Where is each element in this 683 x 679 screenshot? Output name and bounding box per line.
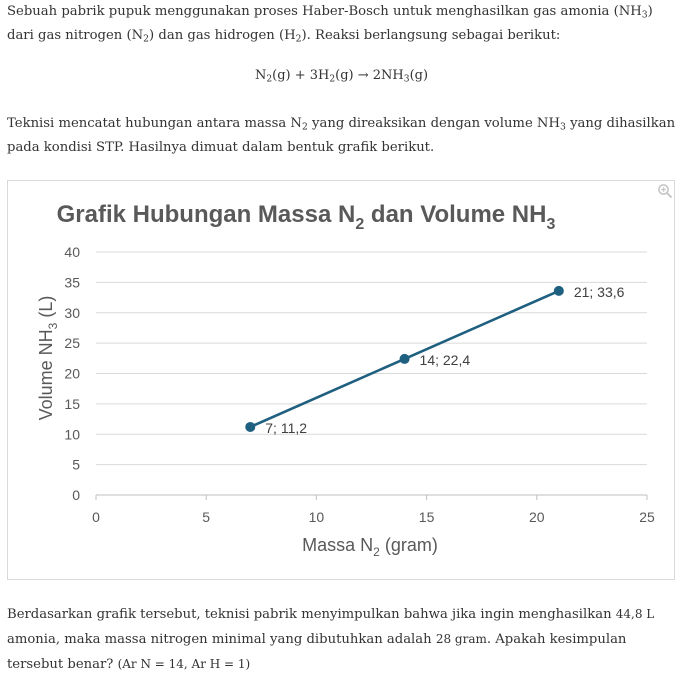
data-point [400,354,410,364]
chart-svg [8,181,674,579]
y-tick-label: 15 [64,395,80,412]
intro-text-1: Sebuah pabrik pupuk menggunakan proses Haber-Bosch untuk menghasilkan gas amonia (NH [7,4,642,19]
record-sub-1: 2 [301,121,308,133]
conclusion-mass: 28 gram [435,632,487,646]
zoom-in-icon[interactable] [657,183,673,199]
tick-labels [64,244,655,525]
conclusion-atomic-mass: (Ar N = 14, Ar H = 1) [117,657,251,671]
x-tick-label: 20 [529,509,545,525]
chart-title-sub-2: 3 [546,216,556,233]
y-axis-label-text: Volume NH [36,329,56,421]
data-point [554,286,564,296]
x-tick-label: 25 [639,509,655,525]
data-series [245,284,624,436]
eq-h2-sub: 2 [329,74,336,85]
chart-title [57,201,556,233]
y-tick-label: 0 [72,487,80,503]
eq-nh3-state: (g) [409,68,429,83]
x-axis-label-sub: 2 [373,545,380,559]
conclusion-text-1: Berdasarkan grafik tersebut, teknisi pabrik menyimpulkan bahwa jika ingin menghasilkan [7,607,616,622]
reaction-equation [0,68,683,83]
x-tick-label: 10 [308,509,325,525]
gridlines [96,252,647,465]
record-paragraph [7,112,679,160]
eq-n2-state: (g) + 3H [272,68,330,83]
eq-n2-sub: 2 [266,74,273,85]
eq-nh3-sub: 3 [403,74,410,85]
x-axis-label [302,535,438,559]
record-text-2: yang direaksikan dengan volume NH [307,116,560,131]
data-label: 7; 11,2 [265,419,308,436]
zoom-in-icon-graphic [657,183,673,199]
eq-n2: N [254,68,267,83]
data-label: 14; 22,4 [419,351,471,368]
chart-title-text-1: Grafik Hubungan Massa N [56,201,356,228]
y-tick-label: 40 [64,244,80,260]
intro-paragraph [7,0,679,48]
chart-title-text-2: dan Volume NH [364,201,547,228]
x-axis-label-text: Massa N [302,535,374,555]
conclusion-paragraph [7,602,679,677]
y-tick-label: 20 [64,365,80,382]
conclusion-volume: 44,8 L [615,607,655,621]
y-axis-label [36,296,60,421]
y-tick-label: 30 [64,304,80,321]
intro-sub-1: 3 [641,9,648,21]
record-text-1: Teknisi mencatat hubungan antara massa N [7,116,302,131]
y-axis-label-sub: 3 [46,322,60,330]
x-tick-label: 5 [202,509,211,525]
intro-text-2: ) dari gas nitrogen (N [7,4,653,43]
data-label: 21; 33,6 [573,283,625,300]
eq-h2-state: (g) → 2NH [335,68,404,83]
y-tick-label: 25 [64,335,80,352]
y-tick-label: 10 [64,426,80,443]
y-axis-label-end: (L) [36,295,56,323]
intro-text-4: ). Reaksi berlangsung sebagai berikut: [301,28,561,43]
intro-sub-2: 2 [143,33,150,45]
x-tick-label: 15 [418,509,435,525]
conclusion-text-2: amonia, maka massa nitrogen minimal yang dibutuhkan adalah [7,632,436,647]
intro-sub-3: 2 [295,33,302,45]
axes [96,495,647,500]
chart-title-sub-1: 2 [355,216,365,233]
intro-text-3: ) dan gas hidrogen (H [149,28,296,43]
x-axis-label-end: (gram) [379,535,438,555]
y-tick-label: 35 [64,274,80,291]
y-tick-label: 5 [72,456,80,473]
data-point [245,422,255,432]
chart-frame [7,180,675,580]
record-sub-2: 3 [559,121,566,133]
conclusion-text-3: . Apakah kesimpulan tersebut benar? [7,632,627,672]
x-tick-label: 0 [92,509,100,525]
record-text-3: yang dihasilkan pada kondisi STP. Hasilnya dimuat dalam bentuk grafik berikut. [7,116,676,155]
